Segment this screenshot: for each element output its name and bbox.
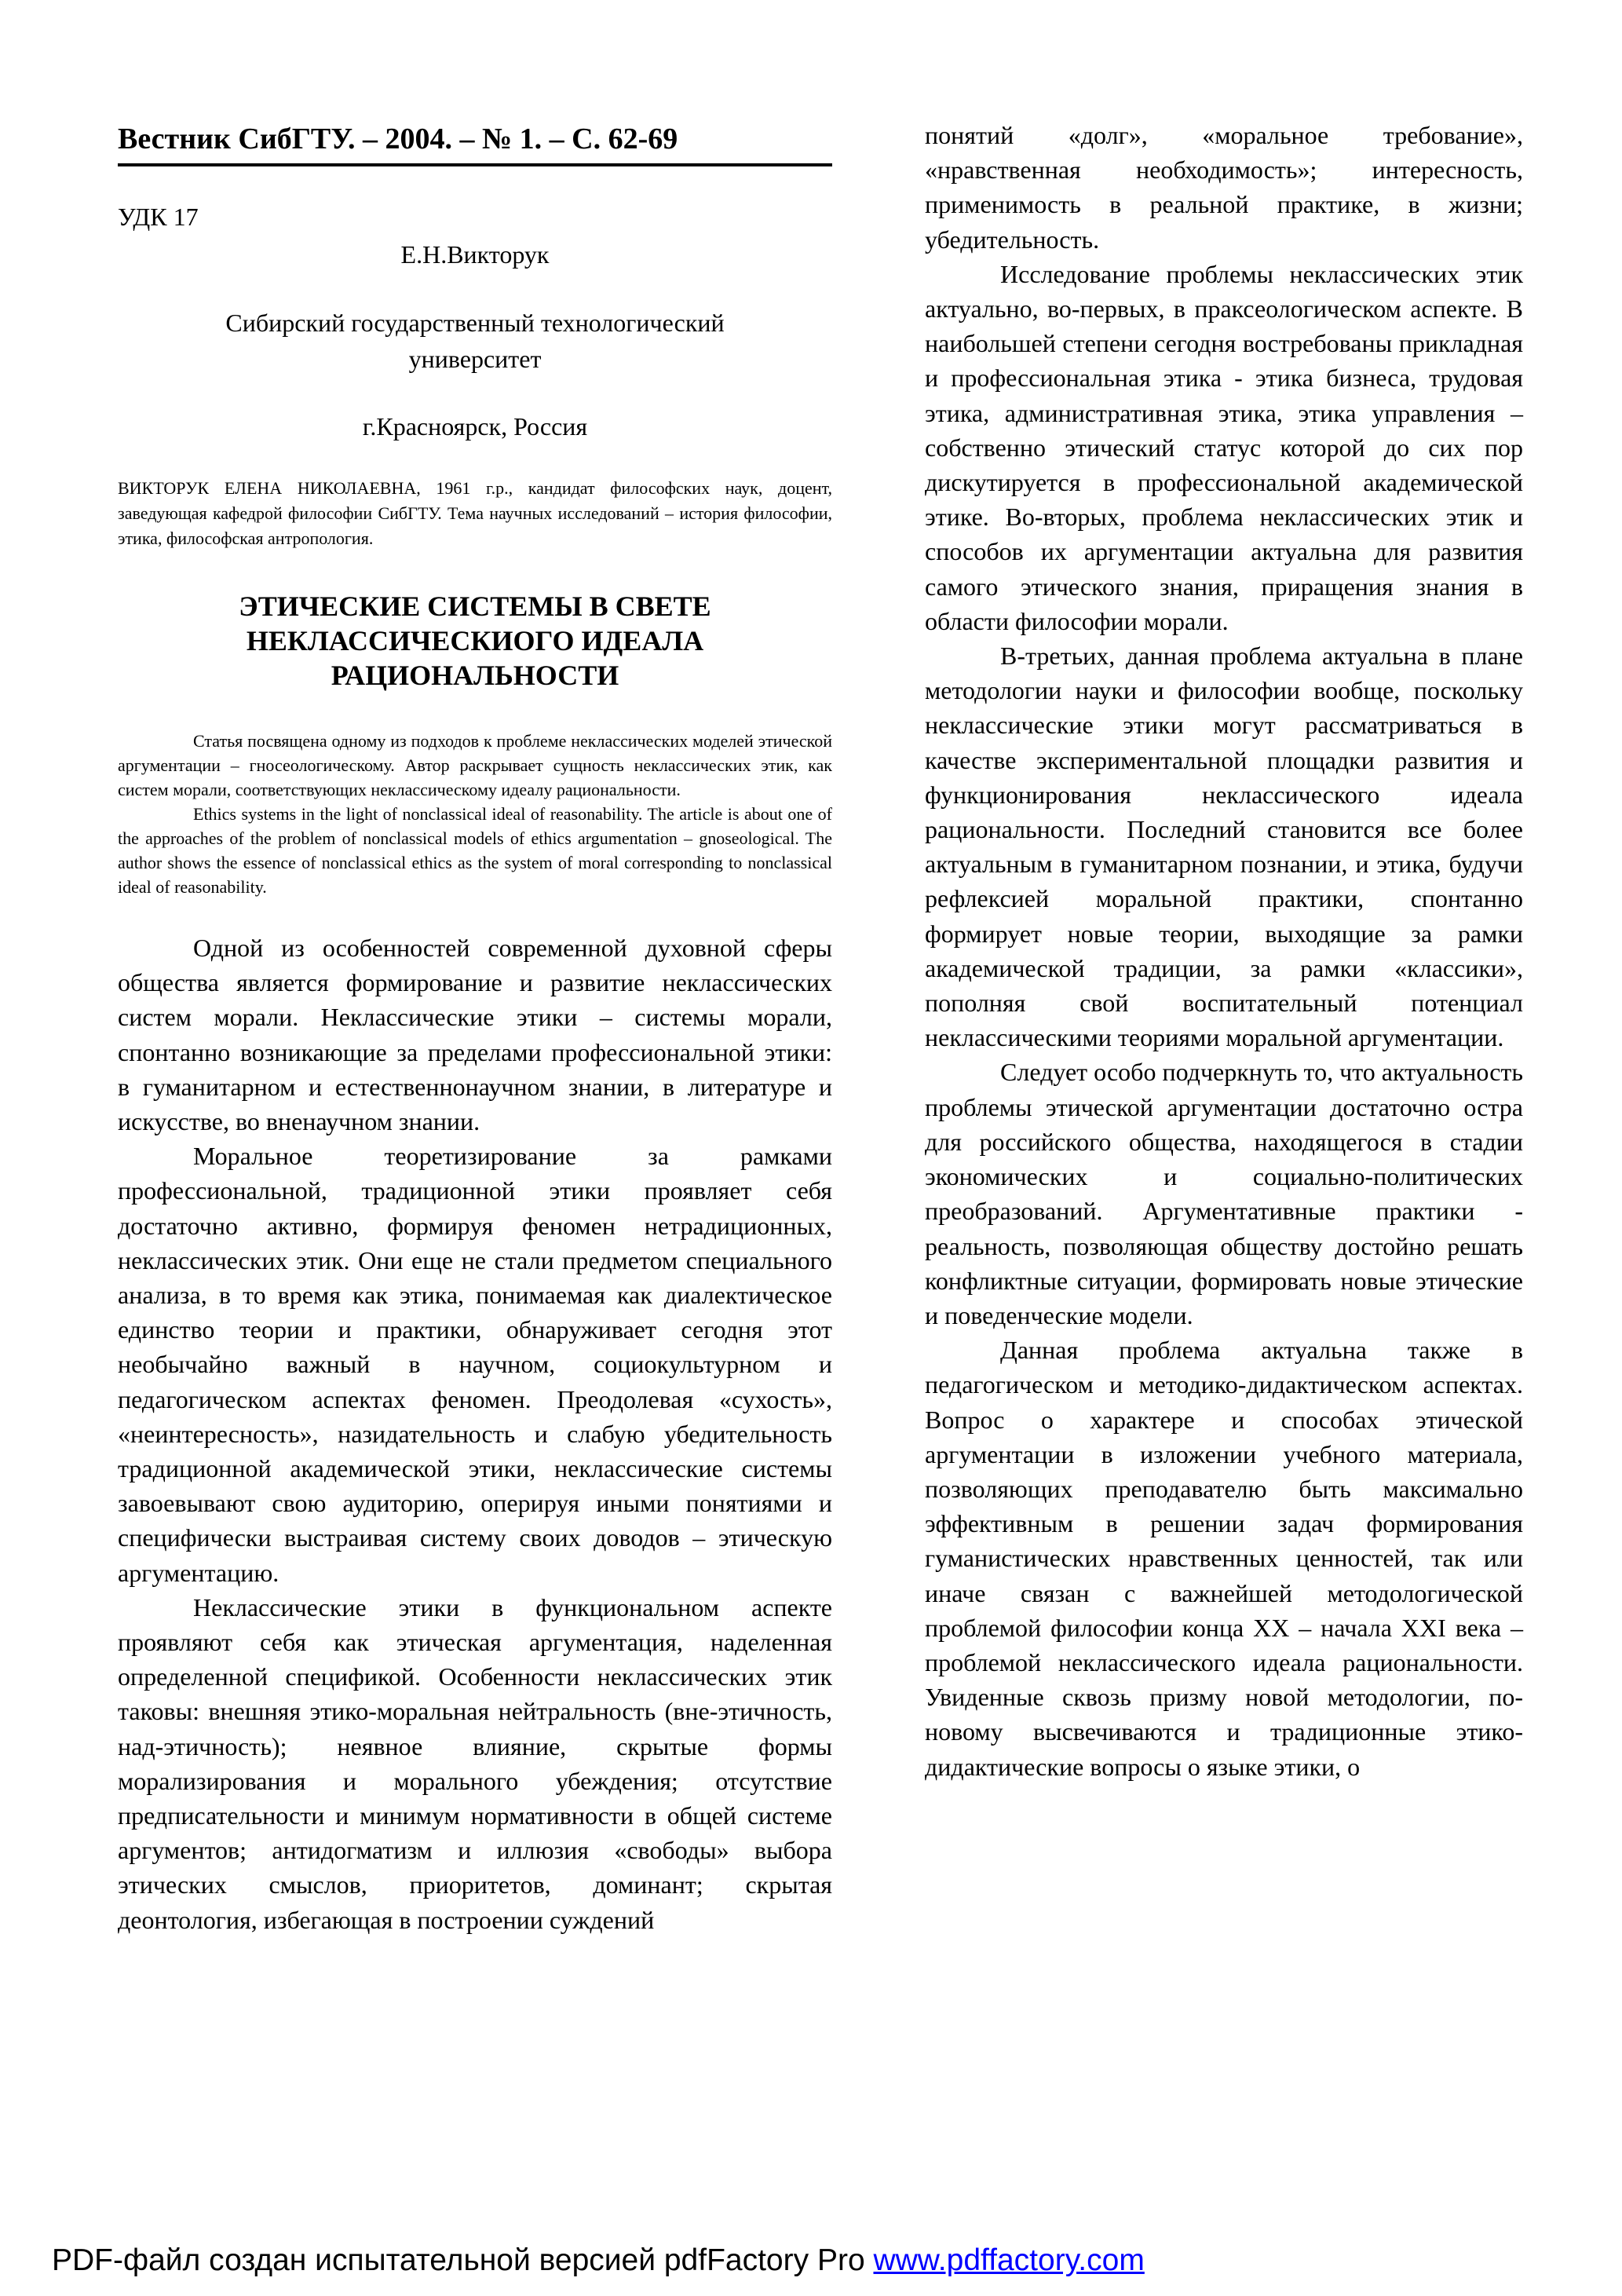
abstract-russian: Статья посвящена одному из подходов к проблеме неклассических моделей этической аргументации – гносеологическому. Автор раскрывает сущность неклассических этик, как систем морали, соответствующих неклассическому идеалу рациональности. [118, 731, 832, 799]
city: г.Красноярск, Россия [362, 412, 588, 441]
author-bio: ВИКТОРУК ЕЛЕНА НИКОЛАЕВНА, 1961 г.р., кандидат философских наук, доцент, заведующая кафедрой философии СибГТУ. Тема научных исследований – история философии, этика, философская антропология. [118, 478, 832, 548]
udk-code: УДК 17 [118, 203, 199, 231]
journal-citation: Вестник СибГТУ. – 2004. – № 1. – С. 62-69 [118, 118, 832, 166]
title-line: НЕКЛАССИЧЕСКИОГО ИДЕАЛА [246, 625, 704, 656]
paragraph: Данная проблема актуальна также в педагогическом и методико-дидактическом аспектах. Вопрос о характере и способах этической аргументации в изложении учебного материала, позволяющих преподавателю быть максимально эффективным в решении задач формирования гуманистических нравственных ценностей, так или иначе связан с важнейшей методологической проблемой философии конца XX – начала XXI века – проблемой неклассического идеала рациональности. Увиденные сквозь призму новой методологии, по-новому высвечиваются и традиционные этико-дидактические вопросы о языке этики, о [925, 1336, 1523, 1781]
pdffactory-link[interactable]: www.pdffactory.com [873, 2243, 1145, 2277]
article-title [118, 589, 832, 693]
left-column [118, 118, 832, 1937]
pdf-watermark-footer [52, 2242, 1145, 2280]
affiliation-line: университет [408, 345, 542, 373]
footer-text: PDF-файл создан испытательной версией pdfFactory Pro [52, 2243, 874, 2277]
paragraph: Исследование проблемы неклассических этик актуально, во-первых, в праксеологическом аспекте. В наибольшей степени сегодня востребованы прикладная и профессиональная этика - этика бизнеса, трудовая этика, административная этика, этика управления – собственно этический статус которой до сих пор дискутируется в профессиональной академической этике. Во-вторых, проблема неклассических этик и способов их аргументации актуальна для развития самого этического знания, приращения знания в области философии морали. [925, 259, 1523, 635]
paragraph: понятий «долг», «моральное требование», «нравственная необходимость»; интересность, применимость в реальной практике, в жизни; убедительность. [925, 121, 1523, 254]
paragraph: Неклассические этики в функциональном аспекте проявляют себя как этическая аргументация, наделенная определенной спецификой. Особенности неклассических этик таковы: внешняя этико-моральная нейтральность (вне-этичность, над-этичность); неявное влияние, скрытые формы морализирования и морального убеждения; отсутствие предписательности и минимум нормативности в общей системе аргументов; антидогматизм и иллюзия «свободы» выбора этических смыслов, приоритетов, доминант; скрытая деонтология, избегающая в построении суждений [118, 1592, 832, 1934]
paragraph: Моральное теоретизирование за рамками профессиональной, традиционной этики проявляет себя достаточно активно, формируя феномен нетрадиционных, неклассических этик. Они еще не стали предметом специального анализа, в то время как этика, понимаемая как диалектическое единство теории и практики, обнаруживает сегодня этот необычайно важный в научном, социокультурном и педагогическом аспектах феномен. Преодолевая «сухость», «неинтересность», назидательность и слабую убедительность традиционной академической этики, неклассические системы завоевывают свою аудиторию, оперируя иными понятиями и специфически выстраивая систему своих доводов – этическую аргументацию. [118, 1142, 832, 1587]
body-text-right [925, 118, 1523, 1784]
affiliation-line: Сибирский государственный технологический [225, 309, 725, 337]
right-column [925, 118, 1523, 1784]
affiliation [118, 305, 832, 377]
author-name: Е.Н.Викторук [400, 240, 550, 269]
title-line: РАЦИОНАЛЬНОСТИ [331, 660, 619, 691]
body-text-left [118, 930, 832, 1937]
title-line: ЭТИЧЕСКИЕ СИСТЕМЫ В СВЕТЕ [239, 590, 711, 622]
paragraph: Следует особо подчеркнуть то, что актуальность проблемы этической аргументации достаточно остра для российского общества, находящегося в стадии экономических и социально-политических преобразований. Аргументативные практики - реальность, позволяющая обществу достойно решать конфликтные ситуации, формировать новые этические и поведенческие модели. [925, 1058, 1523, 1329]
abstract-english: Ethics systems in the light of nonclassical ideal of reasonability. The article is about one of the approaches of the problem of nonclassical models of ethics argumentation – gnoseological. The author shows the essence of nonclassical ethics as the system of moral corresponding to nonclassical ideal of reasonability. [118, 804, 832, 897]
paragraph: Одной из особенностей современной духовной сферы общества является формирование и развитие неклассических систем морали. Неклассические этики – системы морали, спонтанно возникающие за пределами профессиональной этики: в гуманитарном и естественнонаучном знании, в литературе и искусстве, во вненаучном знании. [118, 934, 832, 1136]
abstract [118, 729, 832, 899]
paragraph: В-третьих, данная проблема актуальна в плане методологии науки и философии вообще, поскольку неклассические этики могут рассматриваться в качестве экспериментальной площадки развития и функционирования неклассического идеала рациональности. Последний становится все более актуальным в гуманитарном познании, и этика, будучи рефлексией моральной практики, спонтанно формирует новые теории, выходящие за рамки академической традиции, за рамки «классики», пополняя свой воспитательный потенциал неклассическими теориями моральной аргументации. [925, 642, 1523, 1052]
